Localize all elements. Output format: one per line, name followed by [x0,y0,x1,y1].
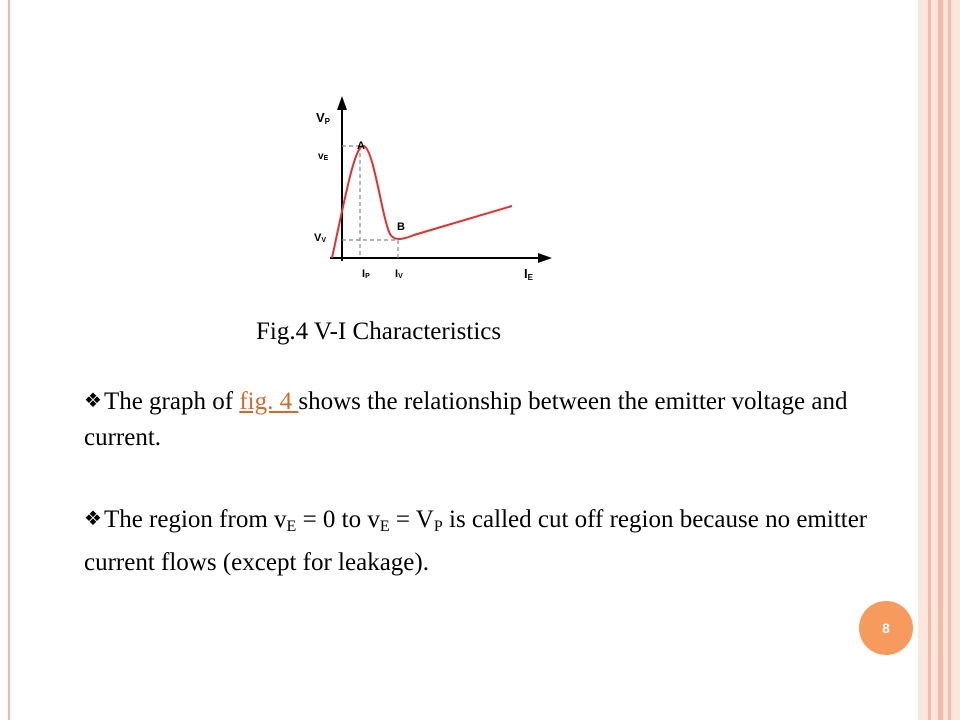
ip-label: IP [362,268,370,280]
vv-label: VV [314,232,327,244]
vi-characteristics-figure [290,88,570,300]
page-number-badge: 8 [859,601,913,655]
subscript: E [286,518,297,535]
bullet-paragraph-1 [84,382,874,456]
subscript: E [379,518,390,535]
ve-label: vE [318,151,329,162]
subscript: P [433,518,443,535]
diamond-bullet-icon: ❖ [84,506,102,530]
point-a-label: A [357,140,365,152]
x-axis-arrow [538,253,552,263]
bullet-paragraph-2 [84,500,874,581]
bullet-2-text: is called cut off region because no emitter current flows (except for leakage). [84,506,868,576]
border-stripe [928,0,931,720]
fig-4-link[interactable]: fig. 4 [239,388,299,415]
figure-caption: Fig.4 V-I Characteristics [256,318,502,345]
bullet-1-text-before-link: The graph of [103,388,240,415]
bullet-2-text: = V [389,506,434,533]
characteristic-curve [332,146,512,258]
border-stripe [938,0,943,720]
y-axis-label: VP [316,110,331,126]
point-b-label: B [397,221,405,233]
bullet-2-text: The region from v [103,506,287,533]
vi-graph [290,88,570,300]
iv-label: IV [395,268,403,280]
bullet-2-text: = 0 to v [296,506,380,533]
border-stripe [948,0,951,720]
right-decorative-border [918,0,960,720]
x-axis-label: IE [524,266,533,282]
left-margin-rule [8,0,10,720]
diamond-bullet-icon: ❖ [84,388,102,412]
bullet-1-text-after-link: shows the relationship between the emitter voltage and current. [84,388,848,451]
y-axis-arrow [337,96,347,110]
